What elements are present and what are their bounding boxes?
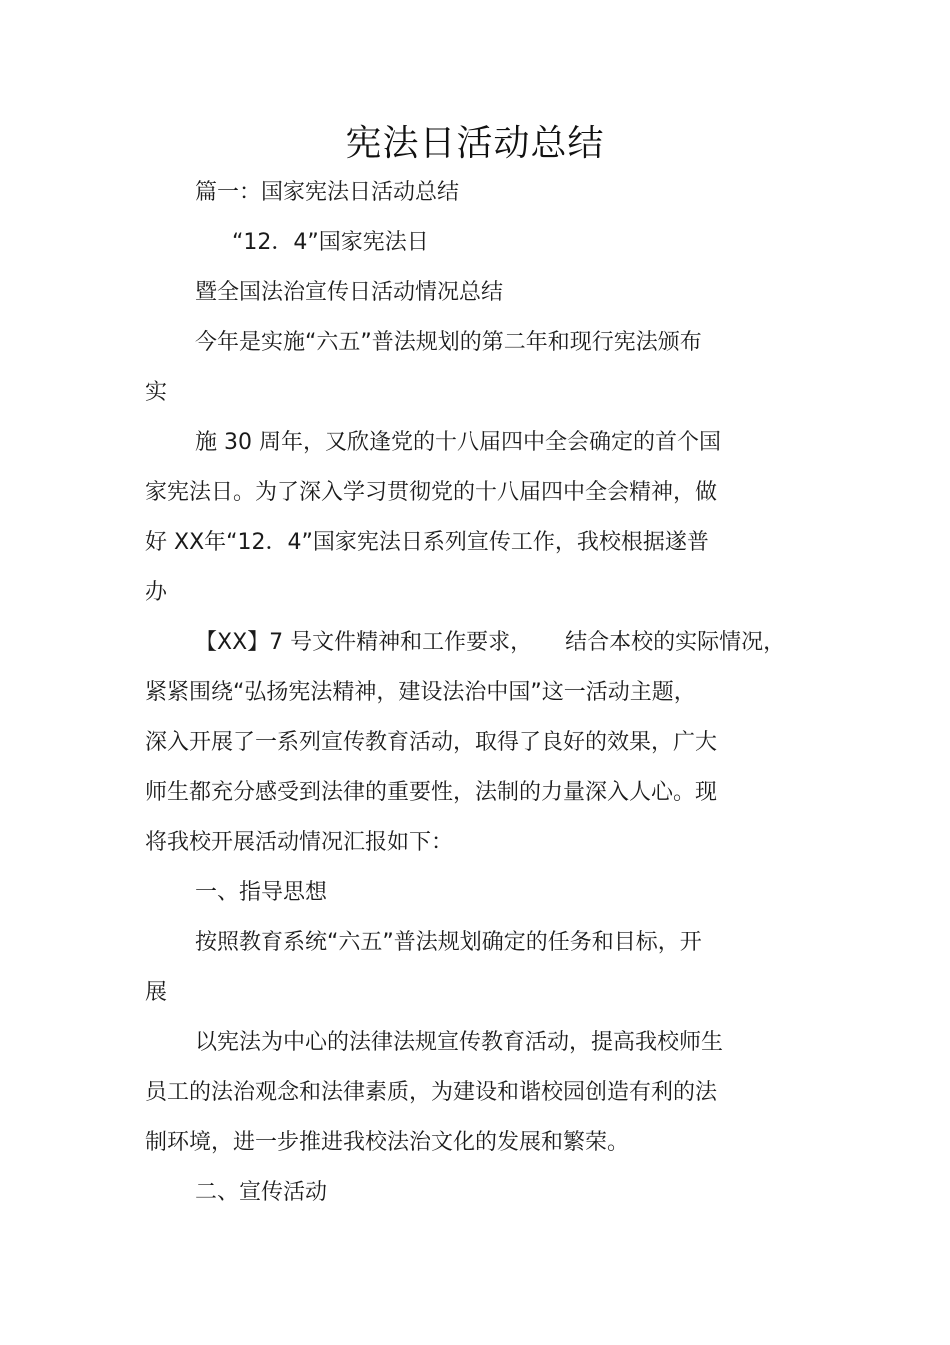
text-line: “12．4”国家宪法日 bbox=[232, 230, 429, 255]
text-line: 员工的法治观念和法律素质，为建设和谐校园创造有利的法 bbox=[145, 1080, 718, 1105]
text-line: 好 XX年“12．4”国家宪法日系列宣传工作，我校根据遂普 bbox=[145, 530, 709, 555]
text-line: 展 bbox=[145, 980, 168, 1005]
text-line: 【XX】7 号文件精神和工作要求， 结合本校的实际情况， bbox=[195, 630, 786, 655]
document-title: 宪法日活动总结 bbox=[345, 123, 605, 164]
section-heading: 一、指导思想 bbox=[195, 880, 328, 905]
text-line: 师生都充分感受到法律的重要性，法制的力量深入人心。现 bbox=[145, 780, 718, 805]
text-line: 紧紧围绕“弘扬宪法精神，建设法治中国”这一活动主题， bbox=[145, 680, 696, 705]
text-line: 将我校开展活动情况汇报如下： bbox=[145, 830, 454, 855]
text-line: 以宪法为中心的法律法规宣传教育活动，提高我校师生 bbox=[195, 1030, 724, 1055]
text-line: 按照教育系统“六五”普法规划确定的任务和目标，开 bbox=[195, 930, 702, 955]
text-line: 实 bbox=[145, 380, 168, 405]
text-line: 今年是实施“六五”普法规划的第二年和现行宪法颁布 bbox=[195, 330, 702, 355]
text-line: 施 30 周年，又欣逢党的十八届四中全会确定的首个国 bbox=[195, 430, 721, 455]
text-line: 制环境，进一步推进我校法治文化的发展和繁荣。 bbox=[145, 1130, 630, 1155]
text-line: 篇一：国家宪法日活动总结 bbox=[195, 180, 460, 205]
text-line: 暨全国法治宣传日活动情况总结 bbox=[195, 280, 504, 305]
text-line: 家宪法日。为了深入学习贯彻党的十八届四中全会精神，做 bbox=[145, 480, 718, 505]
text-line: 深入开展了一系列宣传教育活动，取得了良好的效果，广大 bbox=[145, 730, 718, 755]
section-heading: 二、宣传活动 bbox=[195, 1180, 328, 1205]
text-line: 办 bbox=[145, 580, 168, 605]
